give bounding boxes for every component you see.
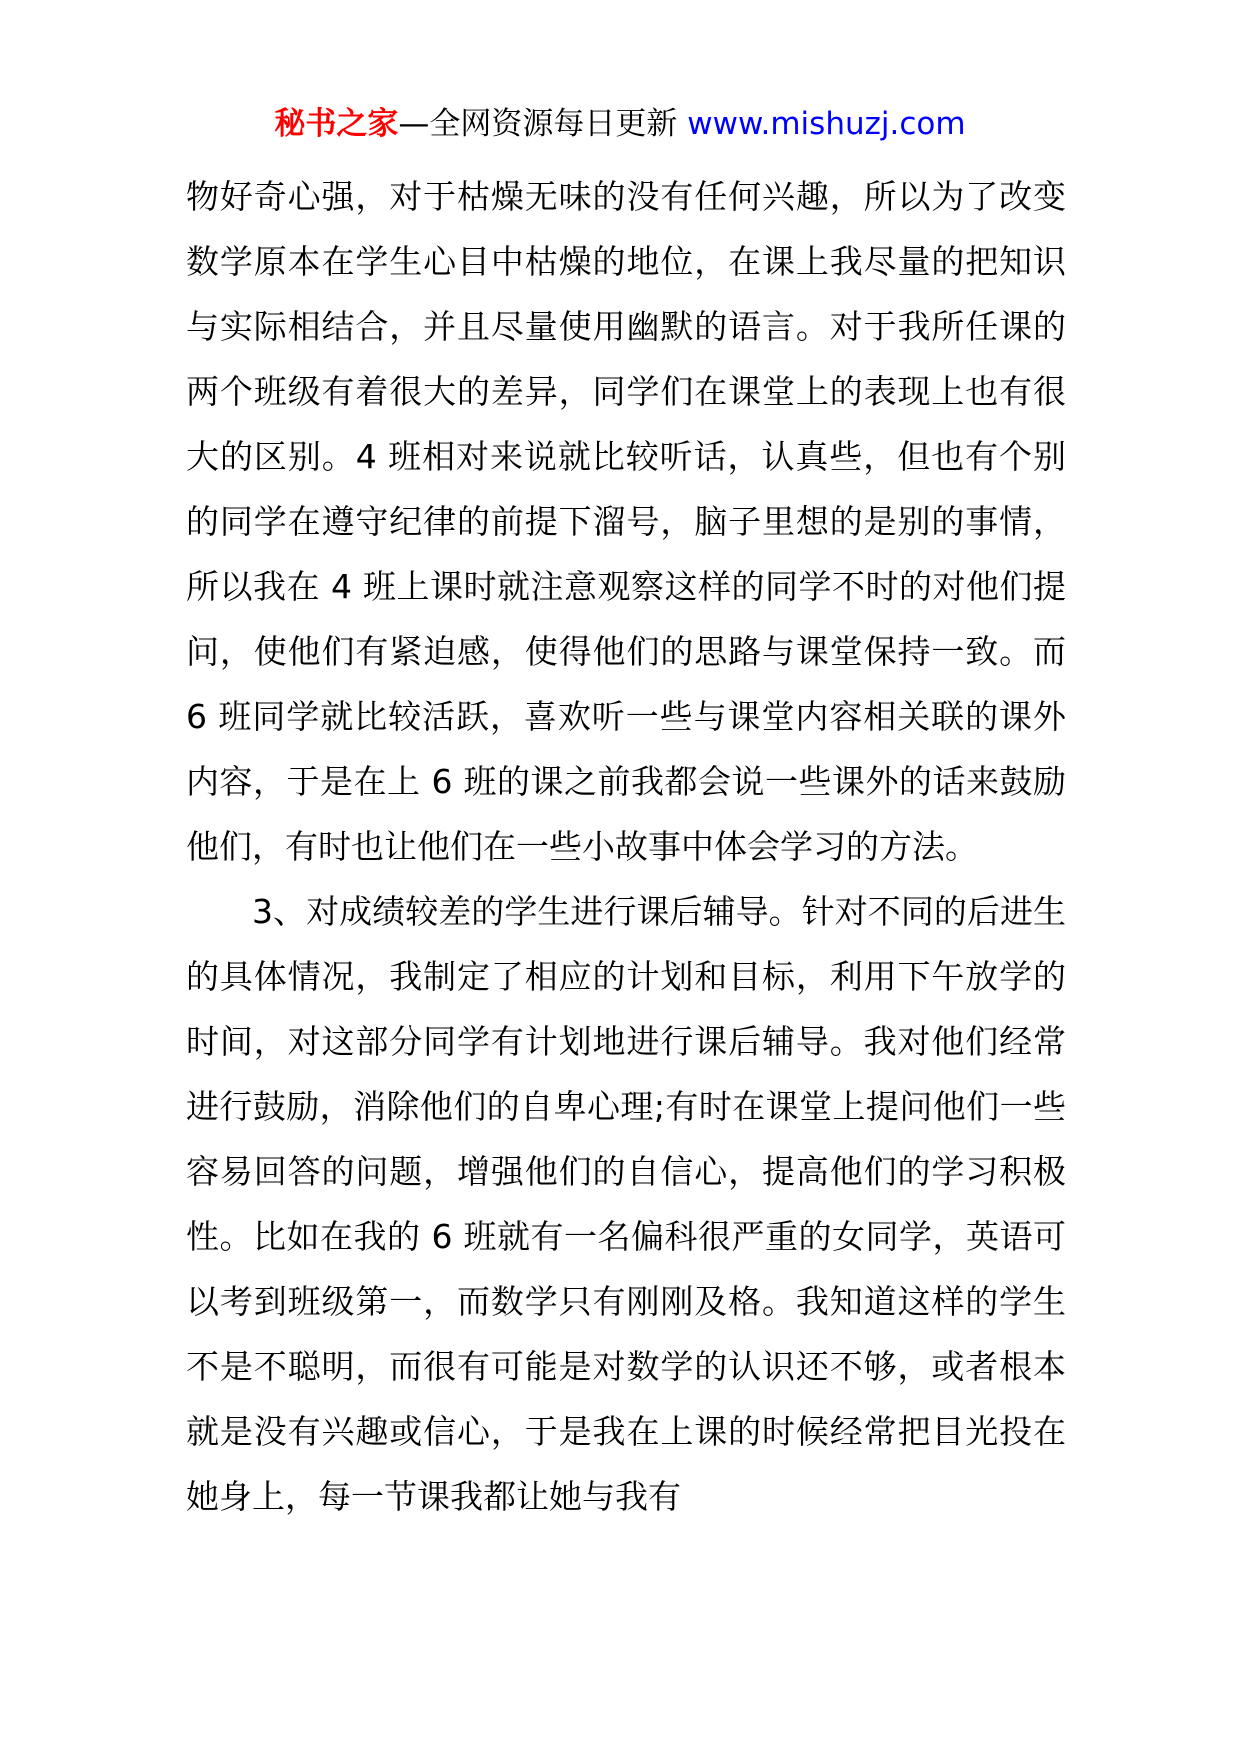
site-tagline: —全网资源每日更新 xyxy=(398,106,688,142)
page-header xyxy=(0,104,1240,144)
site-url-link[interactable]: www.mishuzj.com xyxy=(687,106,966,142)
site-brand: 秘书之家 xyxy=(274,106,399,142)
document-body xyxy=(186,164,1066,1529)
paragraph-continuation: 物好奇心强，对于枯燥无味的没有任何兴趣，所以为了改变数学原本在学生心目中枯燥的地位，在课上我尽量的把知识与实际相结合，并且尽量使用幽默的语言。对于我所任课的两个班级有着很大的差异，同学们在课堂上的表现上也有很大的区别。4 班相对来说就比较听话，认真些，但也有个别的同学在遵守纪律的前提下溜号，脑子里想的是别的事情，所以我在 4 班上课时就注意观察这样的同学不时的对他们提问，使他们有紧迫感，使得他们的思路与课堂保持一致。而 6 班同学就比较活跃，喜欢听一些与课堂内容相关联的课外内容，于是在上 6 班的课之前我都会说一些课外的话来鼓励他们，有时也让他们在一些小故事中体会学习的方法。 xyxy=(186,177,1066,866)
paragraph-item-3: 3、对成绩较差的学生进行课后辅导。针对不同的后进生的具体情况，我制定了相应的计划和目标，利用下午放学的时间，对这部分同学有计划地进行课后辅导。我对他们经常进行鼓励，消除他们的自卑心理;有时在课堂上提问他们一些容易回答的问题，增强他们的自信心，提高他们的学习积极性。比如在我的 6 班就有一名偏科很严重的女同学，英语可以考到班级第一，而数学只有刚刚及格。我知道这样的学生不是不聪明，而很有可能是对数学的认识还不够，或者根本就是没有兴趣或信心，于是我在上课的时候经常把目光投在她身上，每一节课我都让她与我有 xyxy=(186,892,1066,1516)
